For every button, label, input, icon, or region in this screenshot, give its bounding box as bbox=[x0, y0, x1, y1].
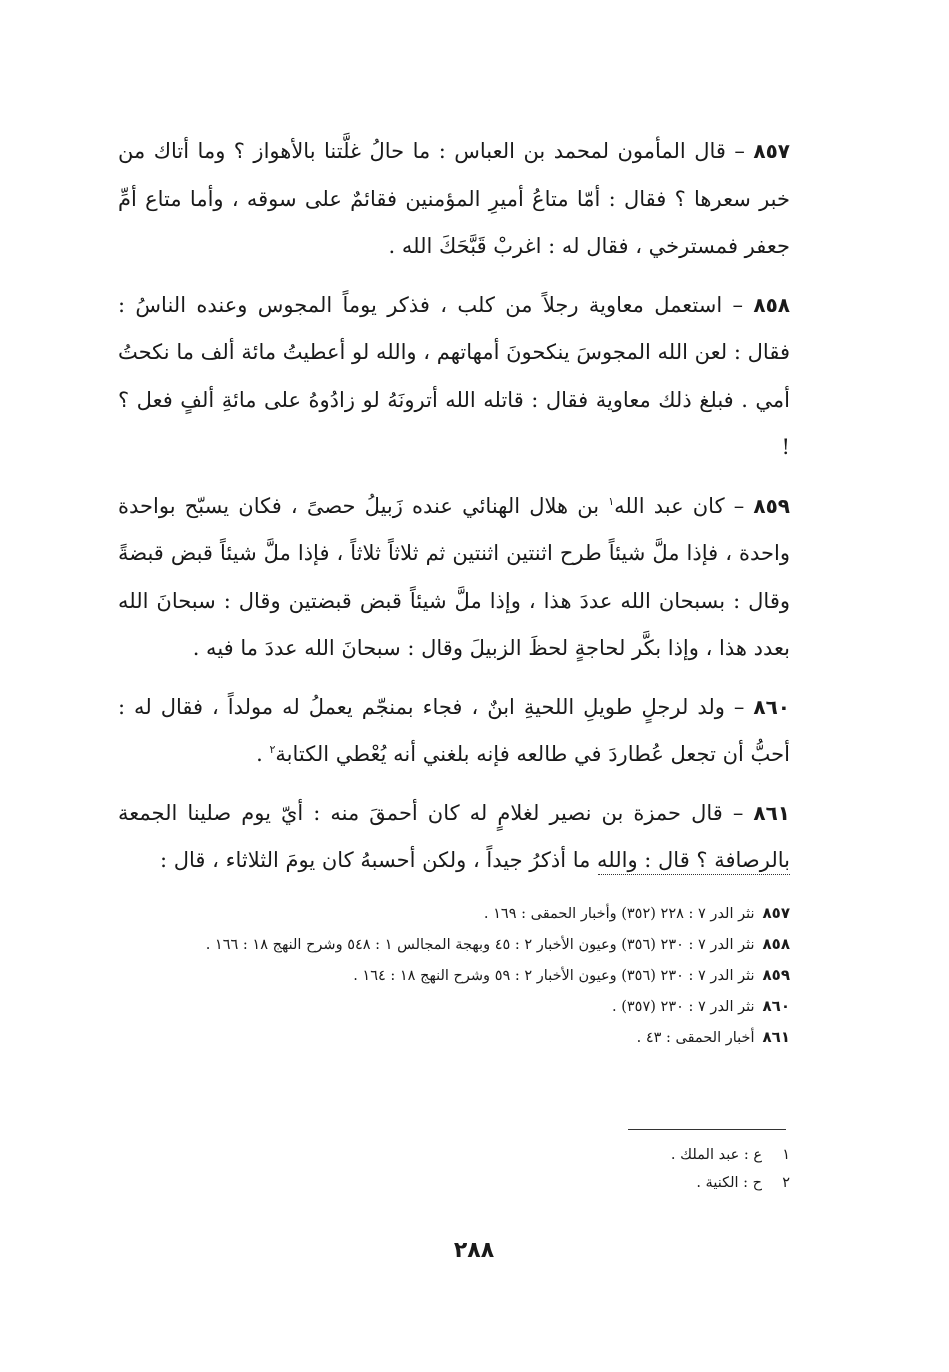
entry-text-continued: . bbox=[256, 742, 270, 766]
footnote-marker[interactable]: ١ bbox=[608, 494, 615, 508]
source-text: نثر الدر ٧ : ٢٢٨ (٣٥٢) وأخبار الحمقى : ١٦٩ . bbox=[483, 906, 755, 922]
footnotes-separator bbox=[628, 1129, 786, 1130]
footnote-text: ح : الكنية . bbox=[696, 1175, 762, 1191]
anecdote-860: ٨٦٠ – ولد لرجلٍ طويلِ اللحيةِ ابنٌ ، فجاء بمنجّم يعملُ له مولداً ، فقال له : أحبُّ أن تجعل عُطاردَ في طالعه فإنه بلغني أنه يُعْطي الكتابة$^٢$ . bbox=[118, 694, 791, 766]
entry-number: ٨٦١ bbox=[753, 800, 790, 825]
entry-number: ٨٥٨ bbox=[753, 292, 790, 317]
entry-number: ٨٦٠ bbox=[753, 694, 791, 719]
source-item bbox=[118, 1024, 790, 1051]
source-number: ٨٥٧ bbox=[762, 904, 790, 922]
source-item bbox=[118, 900, 790, 927]
entry-text: قال حمزة بن نصير لغلامٍ له كان أحمقَ منه : أيّ يوم صلينا الجمعة بالرصافة ؟ قال : والله ما أذكرُ جيداً ، ولكن أحسبهُ كان يومَ الثلاثاء ، قال : bbox=[118, 800, 790, 872]
entry-text: ولد لرجلٍ طويلِ اللحيةِ ابنٌ ، فجاء بمنجّم يعملُ له مولداً ، فقال له : أحبُّ أن تجعل عُطاردَ في طالعه فإنه بلغني أنه يُعْطي الكتابة bbox=[118, 694, 790, 766]
footnote-number: ١ bbox=[782, 1147, 790, 1163]
footnote-item bbox=[400, 1169, 790, 1197]
anecdote-861: ٨٦١ – قال حمزة بن نصير لغلامٍ له كان أحمقَ منه : أيّ يوم صلينا الجمعة بالرصافة ؟ قال : والله ما أذكرُ جيداً ، ولكن أحسبهُ كان يومَ الثلاثاء ، قال : bbox=[118, 800, 790, 872]
source-text: أخبار الحمقى : ٤٣ . bbox=[636, 1030, 755, 1046]
footnote-item bbox=[400, 1141, 790, 1169]
source-item bbox=[118, 962, 790, 989]
footnote-text: ع : عبد الملك . bbox=[670, 1147, 762, 1163]
source-references bbox=[118, 900, 790, 1055]
main-text bbox=[118, 128, 790, 896]
sources-separator bbox=[598, 874, 790, 875]
entry-text: كان عبد الله bbox=[614, 493, 725, 518]
source-text: نثر الدر ٧ : ٢٣٠ (٣٥٧) . bbox=[612, 999, 755, 1015]
source-item bbox=[118, 931, 790, 958]
source-number: ٨٥٩ bbox=[762, 966, 790, 984]
source-text: نثر الدر ٧ : ٢٣٠ (٣٥٦) وعيون الأخبار ٢ : ٤٥ وبهجة المجالس ١ : ٥٤٨ وشرح النهج ١٨ : ١٦٦ . bbox=[205, 937, 755, 953]
anecdote-858: ٨٥٨ – استعمل معاوية رجلاً من كلب ، فذكر يوماً المجوس وعنده الناسُ : فقال : لعن الله المجوسَ ينكحونَ أمهاتهم ، والله لو أعطيتُ مائة ألف ما نكحتُ أمي . فبلغ ذلك معاوية فقال : قاتله الله أترونَهُ لو زادُوهُ على مائةِ ألفٍ فعل ؟ ! bbox=[118, 292, 790, 459]
footnote-number: ٢ bbox=[782, 1175, 790, 1191]
footnotes bbox=[400, 1141, 790, 1197]
footnote-marker[interactable]: ٢ bbox=[269, 743, 276, 756]
entry-text: استعمل معاوية رجلاً من كلب ، فذكر يوماً المجوس وعنده الناسُ : فقال : لعن الله المجوسَ ينكحونَ أمهاتهم ، والله لو أعطيتُ مائة ألف ما نكحتُ أمي . فبلغ ذلك معاوية فقال : قاتله الله أترونَهُ لو زادُوهُ على مائةِ ألفٍ فعل ؟ ! bbox=[118, 292, 790, 459]
entry-number: ٨٥٧ bbox=[753, 139, 790, 163]
anecdote-857: ٨٥٧ – قال المأمون لمحمد بن العباس : ما حالُ غلَّتنا بالأهواز ؟ وما أتاك من خبر سعرها ؟ فقال : أمّا متاعُ أميرِ المؤمنين فقائمٌ على سوقه ، وأما متاع أمِّ جعفر فمسترخي ، فقال له : اغربْ قَبَّحَكَ الله . bbox=[118, 139, 790, 258]
source-number: ٨٥٨ bbox=[762, 935, 790, 953]
source-text: نثر الدر ٧ : ٢٣٠ (٣٥٦) وعيون الأخبار ٢ : ٥٩ وشرح النهج ١٨ : ١٦٤ . bbox=[353, 968, 755, 984]
entry-text-continued: بن هلال الهنائي عنده زَبيلُ حصىً ، فكان يسبّح بواحدة واحدة ، فإذا ملَّ شيئاً طرح اثنتين اثنتين ثم ثلاثاً ثلاثاً ، فإذا ملَّ شيئاً قبض قبضةً وقال : بسبحان الله عددَ هذا ، وإذا ملَّ شيئاً قبض قبضتين وقال : سبحانَ الله بعدد هذا ، وإذا بكَّر لحاجةٍ لحظَ الزبيلَ وقال : سبحانَ الله عددَ ما فيه . bbox=[118, 493, 790, 660]
entry-text: قال المأمون لمحمد بن العباس : ما حالُ غلَّتنا بالأهواز ؟ وما أتاك من خبر سعرها ؟ فقال : أمّا متاعُ أميرِ المؤمنين فقائمٌ على سوقه ، وأما متاع أمِّ جعفر فمسترخي ، فقال له : اغربْ قَبَّحَكَ الله . bbox=[118, 139, 790, 258]
entry-number: ٨٥٩ bbox=[753, 493, 790, 518]
source-number: ٨٦٠ bbox=[762, 997, 790, 1015]
source-item bbox=[118, 993, 790, 1020]
anecdote-859: ٨٥٩ – كان عبد الله$^١$ بن هلال الهنائي عنده زَبيلُ حصىً ، فكان يسبّح بواحدة واحدة ، فإذا ملَّ شيئاً طرح اثنتين اثنتين ثم ثلاثاً ثلاثاً ، فإذا ملَّ شيئاً قبض قبضةً وقال : بسبحان الله عددَ هذا ، وإذا ملَّ شيئاً قبض قبضتين وقال : سبحانَ الله بعدد هذا ، وإذا بكَّر لحاجةٍ لحظَ الزبيلَ وقال : سبحانَ الله عددَ ما فيه . bbox=[118, 493, 790, 660]
source-number: ٨٦١ bbox=[762, 1028, 790, 1046]
page-number: ٢٨٨ bbox=[453, 1238, 495, 1263]
